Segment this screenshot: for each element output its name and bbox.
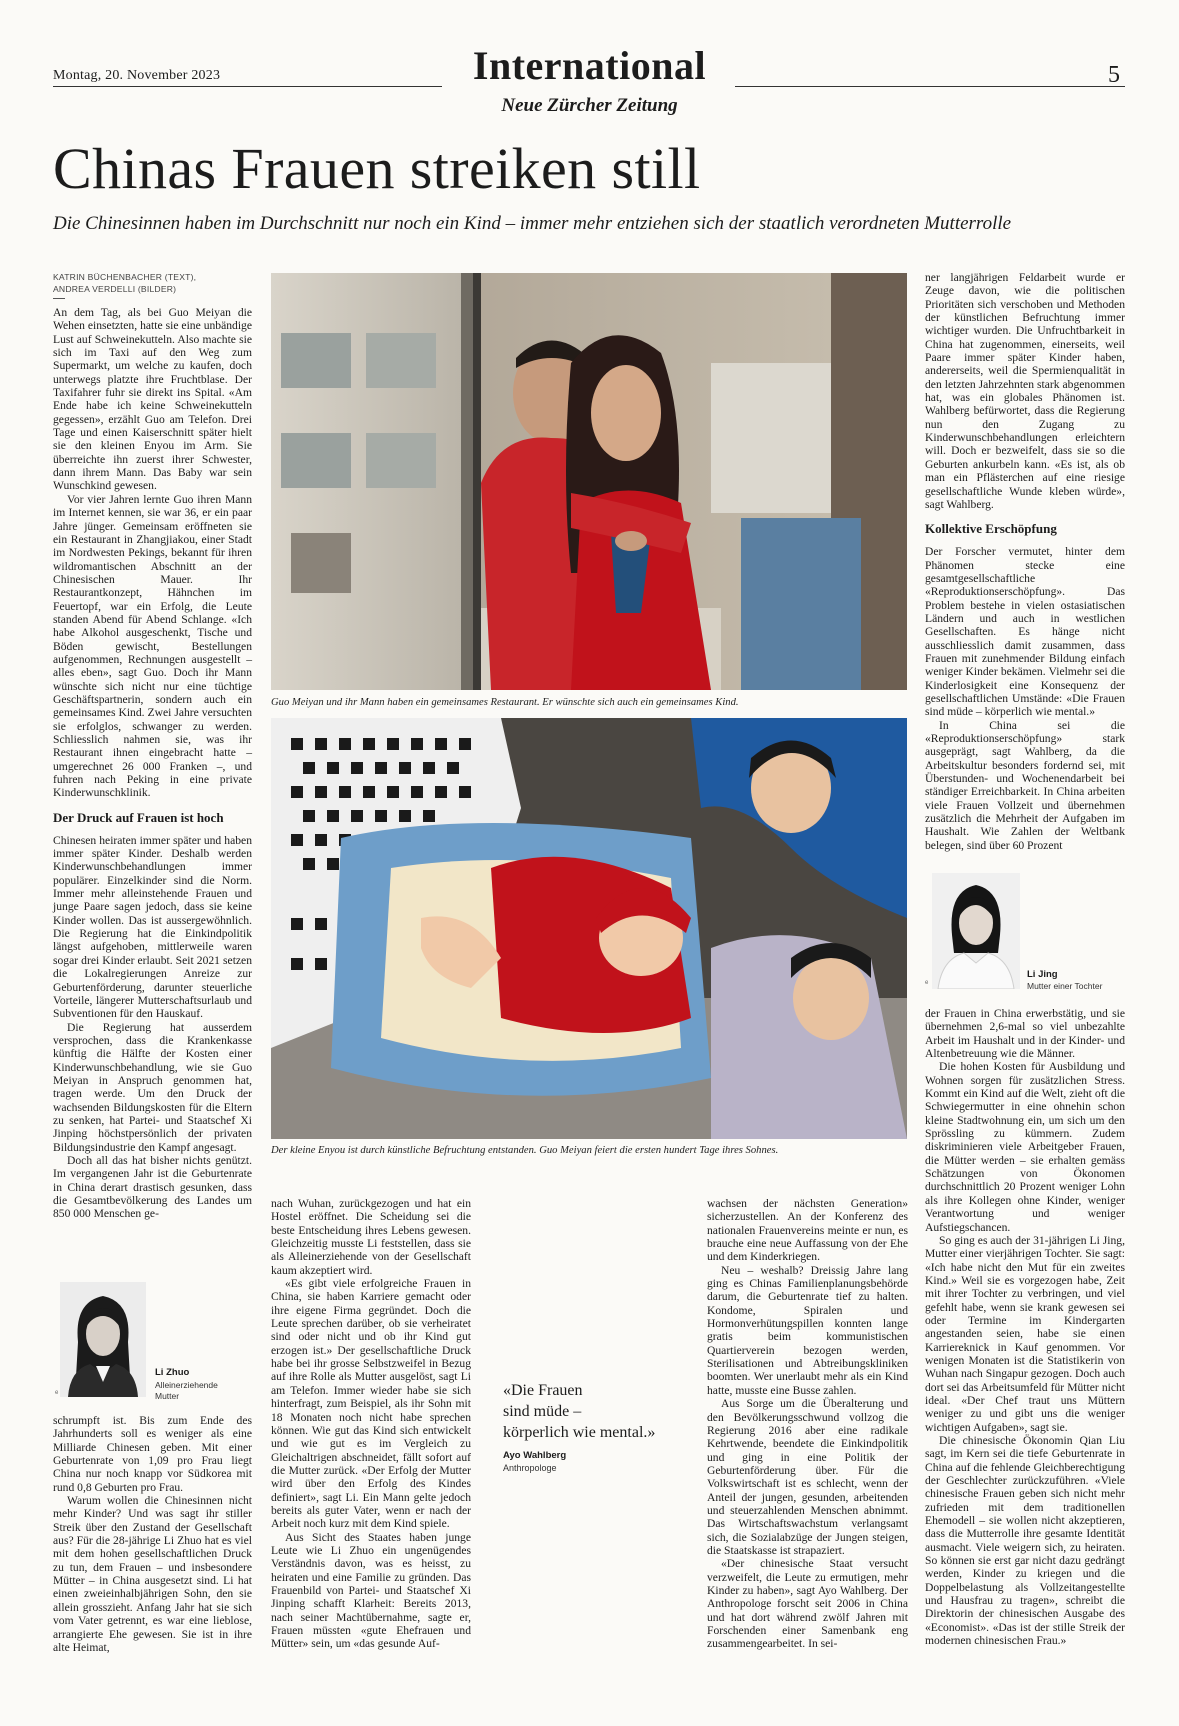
- couple-photo-icon: [271, 273, 907, 690]
- column-1-continued: [53, 1414, 252, 1654]
- person-photo-icon: [60, 1282, 146, 1397]
- paragraph: So ging es auch der 31-jährigen Li Jing, Mutter einer vierjährigen Tochter. Sie sagt: «Ich habe nicht den Mut für ein zweites Kind.» Weil sie es vorgezogen habe, Zeit mit ihrer Tochter zu verbringen, und viel gefehlt habe, wenn sie krank gewesen sei oder Termine im Kindergarten angestanden seien, habe sie einen Karriereknick in Kauf genommen. Vor wenigen Monaten ist die Statistikerin von Wuhan nach Singapur gezogen. Doch auch dort sei das Arbeitsumfeld für Mütter nicht ideal. «Der Chef traut uns Müttern weniger zu und gibt uns die weniger wichtigen Aufgaben», sagt sie.: [925, 1233, 1125, 1434]
- paragraph: Doch all das hat bisher nichts genützt. Im vergangenen Jahr ist die Geburtenrate in China derart drastisch gesunken, dass die Gesamtbevölkerung des Landes um 850 000 Menschen ge-: [53, 1153, 252, 1221]
- paragraph: «Der chinesische Staat versucht verzweifelt, die Leute zu ermutigen, mehr Kinder zu haben», sagt Ayo Wahlberg. Der Anthropologe forscht seit 2006 in China und hat dort während zwölf Jahren mit Forschenden einer Samenbank eng zusammengearbeitet. In sei-: [707, 1557, 908, 1651]
- photo-couple-window: [271, 273, 907, 690]
- byline-divider: [53, 298, 65, 299]
- paragraph: Die hohen Kosten für Ausbildung und Wohnen sorgen für zusätzlichen Stress. Kommt ein Kind auf die Welt, zieht oft die Schwiegermutter in eine ohnehin schon kleine Stadtwohnung ein, um sich um den Sprössling zu kümmern. Zudem diskriminieren viele Arbeitgeber Frauen, die Mütter werden – sie erhalten gemäss Schätzungen von Ökonomen durchschnittlich 20 Prozent weniger Lohn als ihre Kollegen ohne Kinder, weniger Verantwortung und weniger Aufstiegschancen.: [925, 1060, 1125, 1234]
- byline-text: KATRIN BÜCHENBACHER (TEXT),: [53, 272, 197, 282]
- issue-date: Montag, 20. November 2023: [53, 68, 221, 83]
- paragraph: Der Forscher vermutet, hinter dem Phänomen stecke eine gesamtgesellschaftliche «Reproduktionserschöpfung». Das Problem bestehe in vielen ostasiatischen Ländern und auch in westlichen Gesellschaften. Es hänge nicht ausschliesslich damit zusammen, dass Frauen mit zunehmender Bildung einfach weniger Kinder bekämen. Vielmehr sei die Kinderlosigkeit eine Konsequenz der gesellschaftlichen Umstände: «Die Frauen sind müde – körperlich wie mental.»: [925, 545, 1125, 719]
- pullquote-line-3: körperlich wie mental.»: [503, 1424, 656, 1441]
- subheadline: Die Chinesinnen haben im Durchschnitt nur noch ein Kind – immer mehr entziehen sich der staatlich verordneten Mutterrolle: [53, 213, 1012, 234]
- pullquote-line-1: «Die Frauen: [503, 1382, 583, 1399]
- portrait-name-li-jing: Li Jing: [1027, 969, 1058, 980]
- photo-credit: e: [925, 980, 929, 986]
- caption-photo-1: Guo Meiyan und ihr Mann haben ein gemeinsames Restaurant. Er wünschte sich auch ein gemeinsames Kind.: [271, 697, 739, 708]
- caption-photo-2: Der kleine Enyou ist durch künstliche Befruchtung entstanden. Guo Meiyan feiert die ersten hundert Tage ihres Sohnes.: [271, 1145, 779, 1156]
- page-number: 5: [1108, 62, 1120, 88]
- headline: Chinas Frauen streiken still: [53, 136, 701, 201]
- portrait-role-li-zhuo-1: Alleinerziehende: [155, 1380, 218, 1390]
- portrait-role-li-jing: Mutter einer Tochter: [1027, 981, 1103, 991]
- portrait-li-zhuo: [60, 1282, 146, 1397]
- pullquote-line-2: sind müde –: [503, 1403, 582, 1420]
- portrait-name-li-zhuo: Li Zhuo: [155, 1367, 190, 1378]
- paragraph: Chinesen heiraten immer später und haben immer später Kinder. Deshalb werden Kinderwunschbehandlungen immer populärer. Einzelkinder sind die Norm. Immer mehr alleinstehende Frauen und junge Paare sagen jedoch, dass sie keine Kinder wollen. Das ist aussergewöhnlich. Die Regierung hat die Einkindpolitik längst aufgehoben, mittlerweile waren sogar drei Kinder erlaubt. Seit 2021 setzen die Lokalregierungen Anreize zur Geburtenförderung, darunter steuerliche Vorteile, längerer Mutterschaftsurlaub und Subventionen für den Hauskauf.: [53, 833, 252, 1021]
- pullquote-author-role: Anthropologe: [503, 1463, 557, 1473]
- paragraph: Die chinesische Ökonomin Qian Liu sagt, im Kern sei die tiefe Geburtenrate in China auf die fehlende Gleichberechtigung der Geschlechter zurückzuführen. «Viele chinesische Frauen geben sich nicht mehr zufrieden mit dem traditionellen Ehemodell – sie wollen nicht akzeptieren, dass die Mutterrolle ihre gesamte Identität ausmacht. Viele weigern sich, zu heiraten. So können sie erst gar nicht dazu gedrängt werden, Kinder zu kriegen und die Doppelbelastung als Vollzeitangestellte und Hausfrau zu tragen», schreibt die Direktorin der chinesischen Ausgabe des «Economist». «Das ist der stille Streik der modernen chinesischen Frau.»: [925, 1434, 1125, 1648]
- column-2: [271, 1197, 471, 1651]
- paragraph: Aus Sicht des Staates haben junge Leute wie Li Zhuo ein ungenügendes Verständnis davon, was es heisst, zu heiraten und eine Familie zu gründen. Das Frauenbild von Partei- und Staatschef Xi Jinping schafft Klarheit: Bereits 2013, nach seiner Machtübernahme, sagte er, Frauen müssten «gute Ehefrauen und Mütter» sein, um «das gesunde Auf-: [271, 1530, 471, 1651]
- byline-images: ANDREA VERDELLI (BILDER): [53, 284, 177, 294]
- masthead-rule-right: [735, 86, 1125, 87]
- paragraph: «Es gibt viele erfolgreiche Frauen in China, sie haben Karriere gemacht oder ihre eigene Firma gegründet. Doch die Leute sprechen darüber, ob sie verheiratet sind oder nicht und ob ihr Kind gut erzogen ist.» Der gesellschaftliche Druck habe bei ihr grosse Selbstzweifel in Bezug auf ihre Rolle als Mutter ausgelöst, sagt Li am Telefon. Immer wieder habe sie sich hinterfragt, zum Beispiel, als ihr Sohn mit 18 Monaten noch nicht habe sprechen können. Wie gut das Kind sich entwickelt und wie gut es im Vergleich zu Gleichaltrigen abschneidet, fällt sofort auf die Mutter zurück. «Der Erfolg der Mutter wird über den Erfolg des Kindes definiert», sagt Li. Ein Mann gelte jedoch bereits als guter Vater, wenn er nach der Arbeit noch kurz mit dem Kind spiele.: [271, 1277, 471, 1531]
- column-4: [925, 271, 1125, 852]
- section-title: International: [472, 43, 707, 88]
- portrait-li-jing: [932, 873, 1020, 989]
- paragraph: Neu – weshalb? Dreissig Jahre lang ging es Chinas Familienplanungsbehörde darum, die Geburtenrate tief zu halten. Kondome, Spiralen und Hormonverhütungspillen konnten lange gratis beim kommunistischen Quartierverein bezogen werden, Sterilisationen und Abtreibungskliniken boomten. Wer unerlaubt mehr als ein Kind hatte, musste eine Busse zahlen.: [707, 1263, 908, 1397]
- subheading-pressure: Der Druck auf Frauen ist hoch: [53, 809, 224, 825]
- paragraph: In China sei die «Reproduktionserschöpfung» stark ausgeprägt, sagt Wahlberg, da die Arbeitskultur besonders fordernd sei, mit Überstunden- und Wochenendarbeit bei ständiger Erreichbarkeit. In China arbeiten viele Frauen Vollzeit und übernehmen zusätzlich die Mehrheit der Aufgaben im Haushalt. Wie Zahlen der Weltbank belegen, sind über 60 Prozent: [925, 718, 1125, 852]
- paragraph: Aus Sorge um die Überalterung und den Bevölkerungsschwund vollzog die Regierung 2016 aber eine radikale Kehrtwende, beendete die Einkindpolitik und ging in eine Politik der Geburtenförderung über. Für die Volkswirtschaft ist es schlecht, wenn der Anteil der jungen, gesunden, arbeitenden und steuerzahlenden Menschen abnimmt. Das Wirtschaftswachstum verlangsamt sich, die Sozialabzüge der Jungen steigen, die Staatskasse ist strapaziert.: [707, 1397, 908, 1557]
- subheading-exhaustion: Kollektive Erschöpfung: [925, 521, 1057, 537]
- paragraph: Vor vier Jahren lernte Guo ihren Mann im Internet kennen, sie war 36, er ein paar Jahre jünger. Gemeinsam eröffneten sie ein Restaurant in Zhangjiakou, einer Stadt im Nordwesten Pekings, bekannt für ihren wildromantischen Abschnitt an der Chinesischen Mauer. Ihr Restaurantkonzept, Hähnchen im Feuertopf, war ein Erfolg, die Leute standen Abend für Abend Schlange. «Ich habe Alkohol ausgeschenkt, Tische und Böden gewischt, Bestellungen aufgenommen, Rechnungen ausgestellt – alles eben», sagt Guo. Doch ihr Mann wünschte sich nicht nur eine tüchtige Geschäftspartnerin, sondern auch ein gemeinsames Kind. Zwei Jahre versuchten sie erfolglos, schwanger zu werden. Schliesslich nahmen sie, was ihr Restaurant ihnen eingebracht hatte – umgerechnet 26 000 Franken –, und fuhren nach Peking in eine private Kinderwunschklinik.: [53, 492, 252, 800]
- paragraph: An dem Tag, als bei Guo Meiyan die Wehen einsetzten, hatte sie eine unbändige Lust auf Schweinekutteln. Also machte sie sich im Taxi auf den Weg zum Supermarkt, um welche zu kaufen, doch unterwegs platzte ihre Fruchtblase. Der Taxifahrer fuhr sie direkt ins Spital. «Am Ende habe ich keine Schweinekutteln gegessen», erzählt Guo am Telefon. Drei Tage und einen Kaiserschnitt später hielt sie den kleinen Enyou im Arm. Sie überreichte ihn zuerst ihrer Schwester, dann ihrem Mann. Das Baby war sein Wunschkind gewesen.: [53, 306, 252, 493]
- photo-credit: e: [55, 1390, 59, 1396]
- pullquote-author: Ayo Wahlberg: [503, 1450, 567, 1461]
- column-3: [707, 1197, 908, 1651]
- paragraph: nach Wuhan, zurückgezogen und hat ein Hostel eröffnet. Die Scheidung sei die beste Entscheidung ihres Lebens gewesen. Gleichzeitig musste Li feststellen, dass sie als Alleinerziehende von der Gesellschaft kaum akzeptiert wird.: [271, 1197, 471, 1277]
- person-photo-icon: [932, 873, 1020, 989]
- paragraph: Warum wollen die Chinesinnen nicht mehr Kinder? Und was sagt ihr stiller Streik über den Zustand der Gesellschaft aus? Für die 28-jährige Li Zhuo hat es viel mit dem hohen gesellschaftlichen Druck zu tun, dem Frauen – und insbesondere Mütter – in China ausgesetzt sind. Li hat einen zweieinhalbjährigen Sohn, den sie allein grosszieht. Anfang Jahr hat sie sich vom Vater getrennt, es war eine lieblose, arrangierte Ehe gewesen. Sie ist in ihre alte Heimat,: [53, 1494, 252, 1654]
- paragraph: der Frauen in China erwerbstätig, und sie übernehmen 2,6-mal so viel unbezahlte Arbeit im Haushalt und in der Kinder- und Altenbetreuung wie die Männer.: [925, 1007, 1125, 1061]
- column-4-continued: [925, 1007, 1125, 1648]
- photo-baby-celebration: [271, 718, 907, 1139]
- portrait-role-li-zhuo-2: Mutter: [155, 1391, 180, 1401]
- paragraph: Die Regierung hat ausserdem versprochen, dass die Krankenkasse künftig die Hälfte der Kosten einer Kinderwunschbehandlung, wie sie Guo Meiyan in Anspruch genommen hat, tragen werde. Um den Druck der wachsenden Bildungskosten für die Eltern zu senken, hat Partei- und Staatschef Xi Jinping höchstpersönlich der privaten Bildungsindustrie den Kampf angesagt.: [53, 1020, 252, 1154]
- newspaper-name: Neue Zürcher Zeitung: [501, 95, 678, 116]
- baby-photo-icon: [271, 718, 907, 1139]
- paragraph: wachsen der nächsten Generation» sicherzustellen. An der Konferenz des nationalen Frauenvereins meinte er nun, es brauche eine neue Auffassung von der Ehe und dem Kinderkriegen.: [707, 1197, 908, 1264]
- paragraph: ner langjährigen Feldarbeit wurde er Zeuge davon, wie die politischen Prioritäten sich verschoben und Methoden der künstlichen Befruchtung immer wichtiger wurden. Die Unfruchtbarkeit in China hat zugenommen, einerseits, weil Paare immer später Kinder haben, andererseits, weil die Spermienqualität in den letzten Jahrzehnten stark abgenommen hat, was ein globales Phänomen ist. Wahlberg befürwortet, dass die Regierung nun den Zugang zu Kinderwunschbehandlungen erleichtern will. Doch er bezweifelt, dass sie so die Geburten ankurbeln kann. «Es ist, als ob man ein Pflästerchen auf eine riesige gesellschaftliche Wunde kleben würde», sagt Wahlberg.: [925, 271, 1125, 511]
- paragraph: schrumpft ist. Bis zum Ende des Jahrhunderts soll es weniger als eine Milliarde Chinesen geben. Mit einer Geburtenrate von 1,09 pro Frau liegt China nur noch knapp vor Südkorea mit rund 0,8 Geburten pro Frau.: [53, 1414, 252, 1494]
- column-1: [53, 271, 252, 1221]
